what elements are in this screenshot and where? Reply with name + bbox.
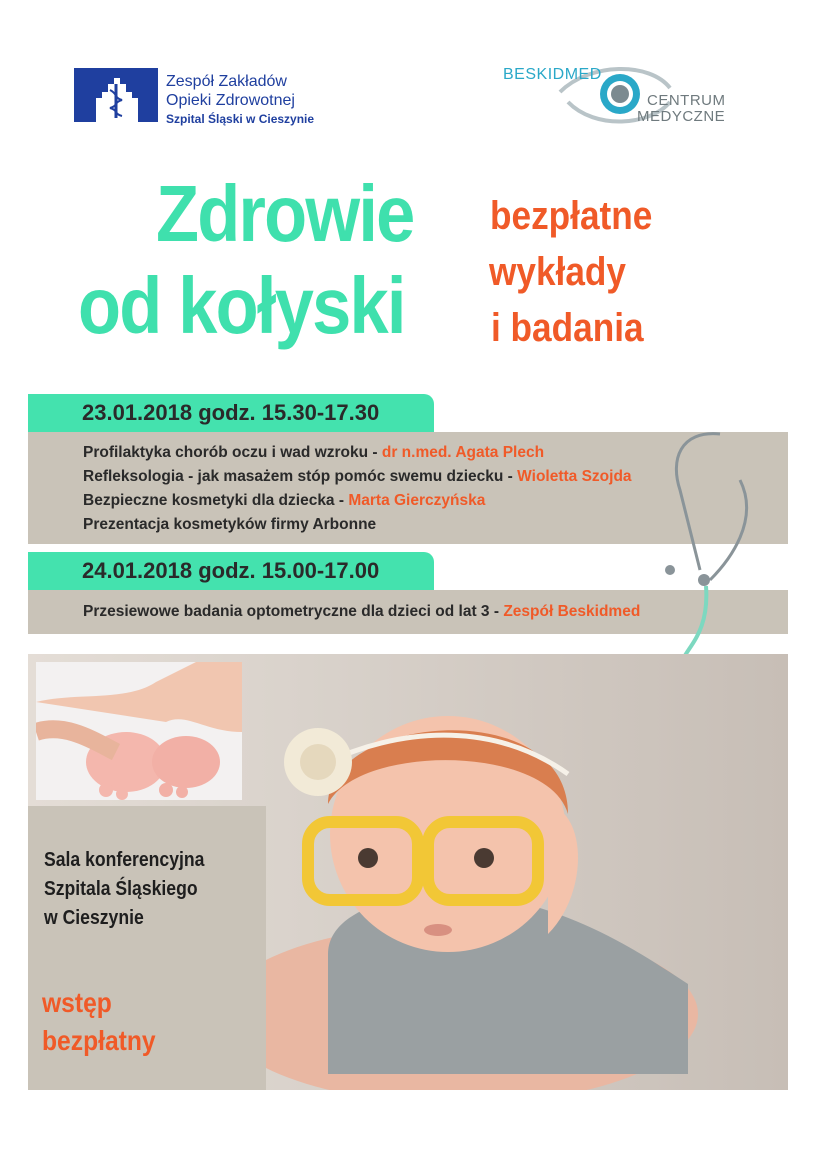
hospital-logo-text (166, 72, 314, 129)
topic: Przesiewowe badania optometryczne dla dzieci od lat 3 - (83, 603, 504, 620)
venue-line1: Sala konferencyjna (44, 849, 205, 871)
topic: Profilaktyka chorób oczu i wad wzroku - (83, 444, 382, 461)
speaker: Zespół Beskidmed (503, 603, 641, 620)
feet-photo (36, 662, 242, 800)
subheadline-line2: wykłady (489, 250, 626, 294)
headline-line2: od kołyski (78, 261, 405, 350)
speaker: dr n.med. Agata Plech (381, 444, 545, 461)
headline-line1: Zdrowie (156, 169, 414, 258)
free-entry-line2: bezpłatny (42, 1025, 156, 1056)
subheadline-line1: bezpłatne (490, 194, 653, 238)
topic: Prezentacja kosmetyków firmy Arbonne (83, 516, 377, 533)
session2-item1 (83, 603, 640, 621)
free-entry (42, 984, 156, 1060)
hospital-logo (74, 68, 158, 122)
topic: Refleksologia - jak masażem stóp pomóc swemu dziecku - (83, 468, 518, 485)
session1-item2 (83, 468, 632, 486)
session1-item3 (83, 492, 485, 510)
hospital-name-line2: Opieki Zdrowotnej (166, 92, 295, 109)
hospital-name-line1: Zespół Zakładów (166, 73, 287, 90)
session2-date: 24.01.2018 godz. 15.00-17.00 (28, 552, 434, 590)
speaker: Marta Gierczyńska (348, 492, 486, 509)
topic: Bezpieczne kosmetyki dla dziecka - (83, 492, 349, 509)
venue (44, 846, 204, 933)
beskidmed-line1: CENTRUM (647, 92, 726, 109)
session1-date: 23.01.2018 godz. 15.30-17.30 (28, 394, 434, 432)
venue-line3: w Cieszynie (44, 907, 144, 929)
session1-item1 (83, 444, 544, 462)
session1-item4 (83, 516, 376, 534)
subheadline-line3: i badania (491, 306, 644, 350)
speaker: Wioletta Szojda (517, 468, 632, 485)
beskidmed-line2: MEDYCZNE (637, 108, 726, 125)
venue-line2: Szpitala Śląskiego (44, 878, 198, 900)
beskidmed-brand: BESKIDMED (503, 66, 602, 83)
hospital-name-line3: Szpital Śląski w Cieszynie (166, 112, 315, 126)
free-entry-line1: wstęp (42, 987, 112, 1018)
